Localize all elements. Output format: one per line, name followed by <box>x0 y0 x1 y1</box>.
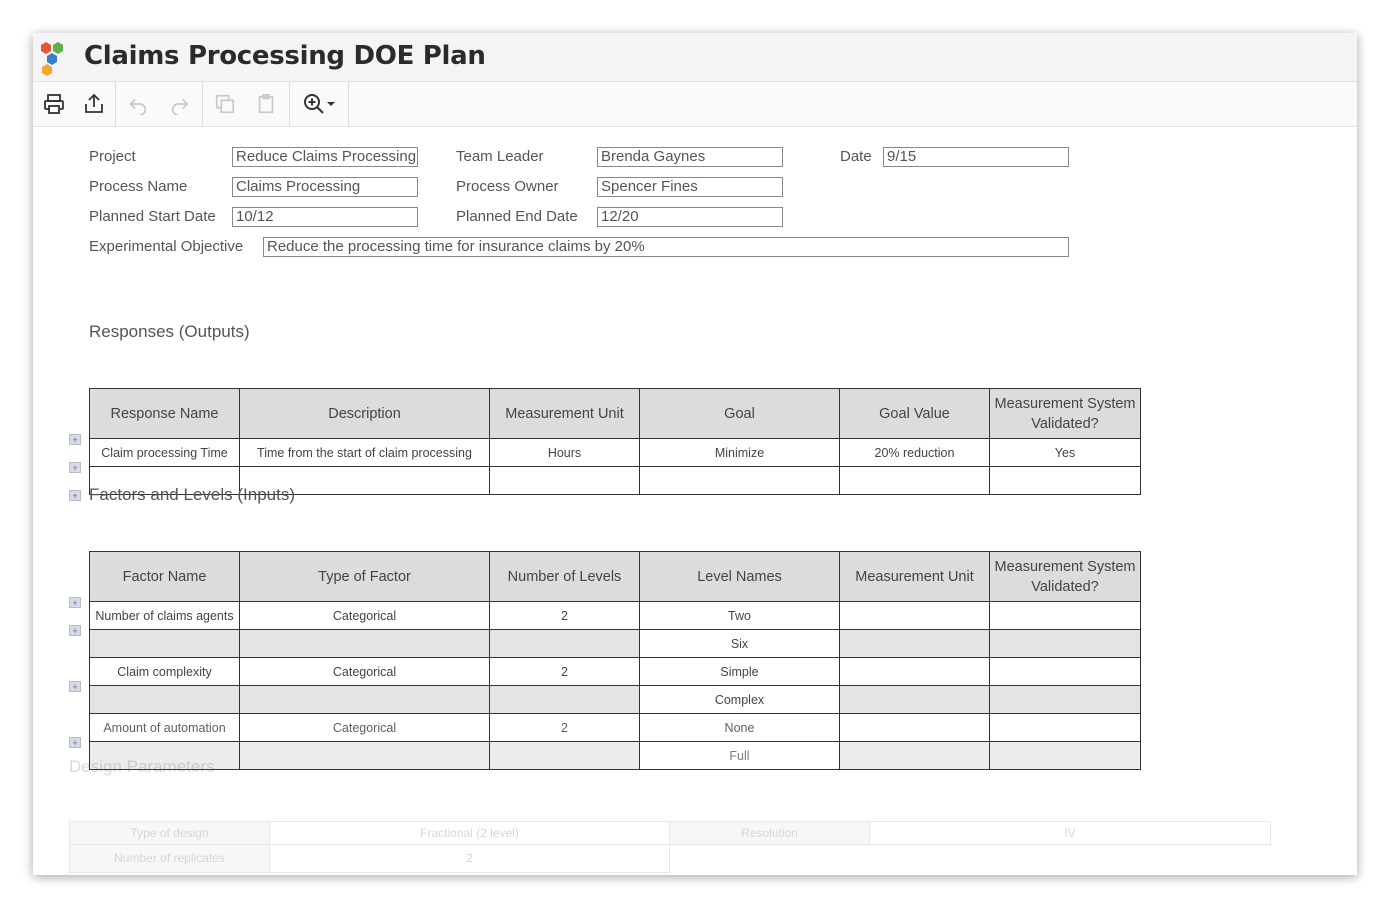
column-header: Description <box>240 389 490 439</box>
redo-icon <box>169 93 191 115</box>
table-row <box>90 630 1141 658</box>
column-header: Measurement Unit <box>490 389 640 439</box>
page-title: Claims Processing DOE Plan <box>84 41 486 71</box>
add-row-icon[interactable]: + <box>69 490 81 501</box>
date-field[interactable]: 9/15 <box>883 147 1069 167</box>
share-button[interactable] <box>75 82 113 126</box>
table-cell[interactable]: Claim processing Time <box>90 439 240 467</box>
table-cell[interactable]: Number of claims agents <box>90 602 240 630</box>
column-header: Measurement System Validated? <box>990 552 1141 602</box>
add-row-icon[interactable]: + <box>69 737 81 748</box>
redo-button[interactable] <box>161 82 199 126</box>
table-cell <box>490 686 640 714</box>
table-cell[interactable]: Fractional (2 level) <box>270 822 670 845</box>
column-header: Response Name <box>90 389 240 439</box>
planned-start-label: Planned Start Date <box>89 208 216 225</box>
table-cell[interactable]: Hours <box>490 439 640 467</box>
copy-button[interactable] <box>206 82 244 126</box>
table-cell[interactable]: 2 <box>270 845 670 873</box>
column-header: Level Names <box>640 552 840 602</box>
table-cell <box>840 630 990 658</box>
project-label: Project <box>89 148 136 165</box>
column-header: Goal Value <box>840 389 990 439</box>
factors-title: Factors and Levels (Inputs) <box>89 485 295 504</box>
table-cell[interactable] <box>490 467 640 495</box>
table-cell[interactable]: 2 <box>490 658 640 686</box>
table-cell <box>840 686 990 714</box>
paste-icon <box>255 93 277 115</box>
app-window <box>33 33 1357 875</box>
table-cell <box>870 845 1271 873</box>
planned-end-label: Planned End Date <box>456 208 578 225</box>
design-parameters-table <box>69 821 1271 873</box>
table-cell <box>90 686 240 714</box>
table-cell <box>240 686 490 714</box>
chevron-down-icon <box>326 99 336 109</box>
table-row <box>90 658 1141 686</box>
team-leader-field[interactable]: Brenda Gaynes <box>597 147 783 167</box>
table-cell[interactable]: 2 <box>490 602 640 630</box>
factors-table <box>89 551 1141 770</box>
share-icon <box>82 92 106 116</box>
planned-start-field[interactable]: 10/12 <box>232 207 418 227</box>
copy-icon <box>214 93 236 115</box>
table-cell[interactable]: Claim complexity <box>90 658 240 686</box>
table-cell[interactable]: Six <box>640 630 840 658</box>
undo-button[interactable] <box>119 82 157 126</box>
table-cell: Resolution <box>670 822 870 845</box>
title-bar <box>33 33 1357 82</box>
column-header: Measurement Unit <box>840 552 990 602</box>
column-header: Factor Name <box>90 552 240 602</box>
add-row-icon[interactable]: + <box>69 625 81 636</box>
table-cell[interactable] <box>990 602 1141 630</box>
table-cell <box>490 630 640 658</box>
zoom-in-icon <box>302 92 326 116</box>
table-row <box>70 845 1271 873</box>
toolbar <box>33 82 1357 127</box>
table-cell[interactable] <box>840 658 990 686</box>
table-row <box>70 822 1271 845</box>
table-cell[interactable]: 20% reduction <box>840 439 990 467</box>
column-header: Number of Levels <box>490 552 640 602</box>
objective-field[interactable]: Reduce the processing time for insurance claims by 20% <box>263 237 1069 257</box>
responses-table <box>89 388 1141 495</box>
table-row <box>90 714 1141 742</box>
table-cell <box>990 630 1141 658</box>
process-owner-field[interactable]: Spencer Fines <box>597 177 783 197</box>
table-cell <box>90 630 240 658</box>
print-icon <box>42 92 66 116</box>
app-logo-icon <box>39 37 69 77</box>
undo-icon <box>127 93 149 115</box>
add-row-icon[interactable]: + <box>69 597 81 608</box>
add-row-icon[interactable]: + <box>69 462 81 473</box>
planned-end-field[interactable]: 12/20 <box>597 207 783 227</box>
design-parameters-section <box>33 747 1357 875</box>
zoom-button[interactable] <box>295 82 343 126</box>
form-content <box>33 127 1357 875</box>
table-cell[interactable] <box>840 714 990 742</box>
process-name-field[interactable]: Claims Processing <box>232 177 418 197</box>
table-cell[interactable]: IV <box>870 822 1271 845</box>
project-field[interactable]: Reduce Claims Processing <box>232 147 418 167</box>
date-label: Date <box>840 148 872 165</box>
column-header: Type of Factor <box>240 552 490 602</box>
add-row-icon[interactable]: + <box>69 681 81 692</box>
table-cell[interactable]: Categorical <box>240 602 490 630</box>
table-cell[interactable] <box>840 467 990 495</box>
table-cell[interactable] <box>990 658 1141 686</box>
table-cell[interactable] <box>640 467 840 495</box>
table-cell[interactable] <box>990 714 1141 742</box>
column-header: Measurement System Validated? <box>990 389 1141 439</box>
table-cell <box>670 845 870 873</box>
responses-title: Responses (Outputs) <box>89 322 250 341</box>
table-cell[interactable]: Two <box>640 602 840 630</box>
table-cell[interactable]: None <box>640 714 840 742</box>
table-cell[interactable]: Simple <box>640 658 840 686</box>
paste-button[interactable] <box>247 82 285 126</box>
add-row-icon[interactable]: + <box>69 434 81 445</box>
process-name-label: Process Name <box>89 178 188 195</box>
table-cell[interactable]: Categorical <box>240 714 490 742</box>
table-cell <box>990 686 1141 714</box>
table-cell[interactable]: Minimize <box>640 439 840 467</box>
table-cell[interactable]: Amount of automation <box>90 714 240 742</box>
table-cell[interactable]: Complex <box>640 686 840 714</box>
table-cell[interactable]: Categorical <box>240 658 490 686</box>
table-cell[interactable]: Time from the start of claim processing <box>240 439 490 467</box>
table-cell <box>240 630 490 658</box>
print-button[interactable] <box>35 82 73 126</box>
table-cell: Number of replicates <box>70 845 270 873</box>
table-row <box>90 602 1141 630</box>
design-parameters-title: Design Parameters <box>69 757 215 776</box>
objective-label: Experimental Objective <box>89 238 244 255</box>
table-cell: Type of design <box>70 822 270 845</box>
table-row <box>90 686 1141 714</box>
table-cell[interactable]: Yes <box>990 439 1141 467</box>
table-cell[interactable] <box>840 602 990 630</box>
column-header: Goal <box>640 389 840 439</box>
table-cell[interactable] <box>990 467 1141 495</box>
table-cell[interactable]: Full <box>640 742 840 770</box>
table-cell[interactable]: 2 <box>490 714 640 742</box>
process-owner-label: Process Owner <box>456 178 559 195</box>
team-leader-label: Team Leader <box>456 148 544 165</box>
table-row <box>90 439 1141 467</box>
